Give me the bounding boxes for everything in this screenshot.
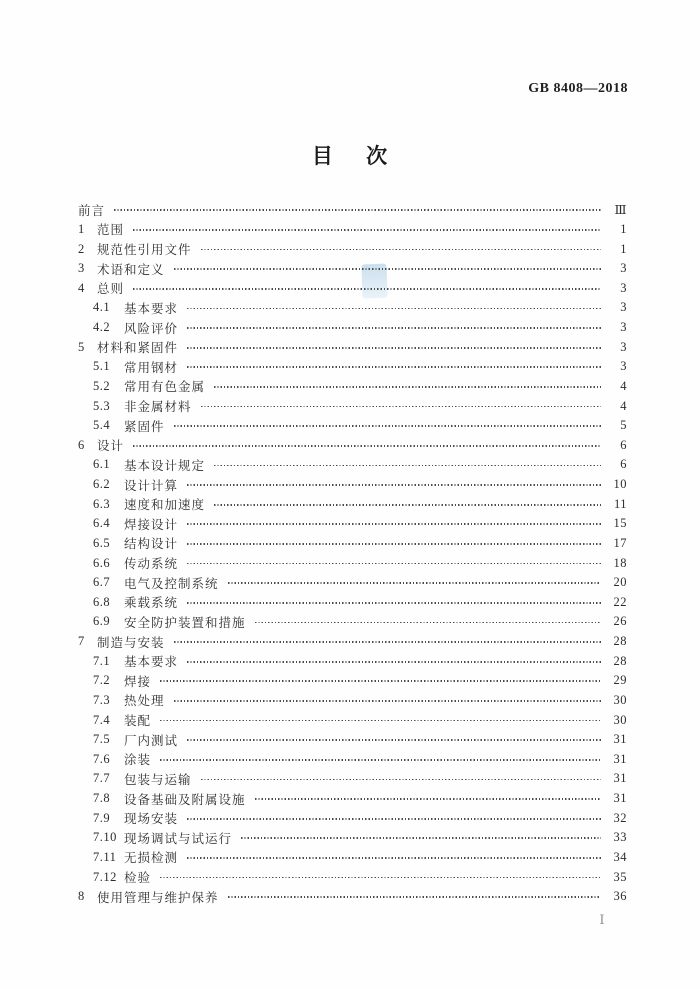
toc-entry-number: 6.7 (93, 575, 111, 590)
toc-entry-label: 装配 (124, 714, 152, 729)
toc-entry-page: 3 (620, 320, 627, 335)
dot-leader (187, 308, 601, 310)
toc-entry-number: 8 (78, 889, 85, 904)
toc-entry-number: 7 (78, 634, 85, 649)
toc-entry-number: 6.4 (93, 516, 111, 531)
toc-entry-label: 制造与安装 (97, 635, 165, 650)
toc-entry-number: 7.2 (93, 673, 111, 688)
toc-entry-label: 速度和加速度 (124, 498, 206, 513)
toc-row (78, 357, 627, 377)
toc-row (78, 710, 627, 730)
toc-entry-page: 30 (613, 692, 627, 707)
toc-entry-label: 检验 (124, 871, 152, 886)
toc-row (78, 593, 627, 613)
toc-entry-label: 设备基础及附属设施 (124, 792, 246, 807)
toc-entry-page: 34 (613, 849, 627, 864)
toc-entry-page: 22 (613, 594, 627, 609)
toc-entry-page: 36 (613, 889, 627, 904)
toc-entry-label: 设计 (97, 439, 125, 454)
toc-entry-label: 基本要求 (124, 655, 179, 670)
toc-entry-page: 10 (613, 477, 627, 492)
toc-row (78, 808, 627, 828)
toc-entry-label: 设计计算 (124, 478, 179, 493)
toc-row (78, 750, 627, 770)
toc-entry-page: 6 (620, 437, 627, 452)
toc-entry-page: 11 (613, 496, 627, 511)
toc-row (78, 534, 627, 554)
toc-entry-label: 厂内测试 (124, 733, 179, 748)
toc-entry-label: 术语和定义 (97, 262, 165, 277)
dot-leader (174, 641, 601, 643)
toc-entry-label: 涂装 (124, 753, 152, 768)
dot-leader (187, 563, 601, 565)
toc-entry-label: 焊接 (124, 674, 152, 689)
dot-leader (174, 425, 601, 427)
toc-entry-page: 31 (613, 791, 627, 806)
toc-row (78, 867, 627, 887)
toc-entry-page: 20 (613, 575, 627, 590)
toc-entry-number: 7.8 (93, 791, 111, 806)
toc-entry-label: 乘载系统 (124, 596, 179, 611)
toc-title: 目 次 (311, 144, 389, 168)
toc-entry-label: 包装与运输 (124, 772, 192, 787)
toc-entry-page: 4 (620, 398, 627, 413)
toc-row (78, 220, 627, 240)
toc-entry-label: 结构设计 (124, 537, 179, 552)
toc-row (78, 200, 627, 220)
toc-row (78, 514, 627, 534)
toc-entry-page: 30 (613, 712, 627, 727)
toc-entry-label: 常用钢材 (124, 360, 179, 375)
toc-entry-number: 4 (78, 280, 85, 295)
toc-row (78, 377, 627, 397)
toc-row (78, 848, 627, 868)
toc-entry-page: 15 (613, 516, 627, 531)
dot-leader (214, 386, 601, 388)
toc-entry-number: 7.4 (93, 712, 111, 727)
toc-entry-label: 基本要求 (124, 301, 179, 316)
toc-entry-number: 6.9 (93, 614, 111, 629)
toc-entry-label: 无损检测 (124, 851, 179, 866)
toc-entry-number: 7.3 (93, 692, 111, 707)
toc-entry-page: 3 (620, 280, 627, 295)
toc-entry-label: 常用有色金属 (124, 380, 206, 395)
dot-leader (255, 798, 601, 800)
toc-entry-page: 3 (620, 359, 627, 374)
toc-entry-number: 7.12 (93, 869, 117, 884)
standard-code-header: GB 8408—2018 (528, 81, 628, 96)
toc-row (78, 475, 627, 495)
toc-entry-page: 33 (613, 830, 627, 845)
toc-row (78, 416, 627, 436)
toc-row (78, 632, 627, 652)
toc-entry-number: 6.1 (93, 457, 111, 472)
toc-entry-number: 6.6 (93, 555, 111, 570)
toc-entry-page: 3 (620, 339, 627, 354)
toc-entry-label: 非金属材料 (124, 400, 192, 415)
toc-entry-label: 基本设计规定 (124, 458, 206, 473)
toc-row (78, 612, 627, 632)
dot-leader (187, 602, 601, 604)
toc-entry-number: 5.3 (93, 398, 111, 413)
dot-leader (133, 229, 601, 231)
toc-entry-number: 7.11 (93, 849, 117, 864)
dot-leader (187, 739, 601, 741)
toc-entry-page: 29 (613, 673, 627, 688)
toc-row (78, 769, 627, 789)
toc-entry-page: 26 (613, 614, 627, 629)
toc-entry-page: Ⅲ (614, 202, 627, 217)
toc-entry-label: 总则 (97, 282, 125, 297)
toc-entry-page: 31 (613, 751, 627, 766)
dot-leader (187, 327, 601, 329)
dot-leader (160, 720, 601, 722)
toc-entry-label: 使用管理与维护保养 (97, 890, 219, 905)
dot-leader (214, 504, 601, 506)
dot-leader (187, 484, 601, 486)
dot-leader (201, 779, 601, 781)
toc-row (78, 789, 627, 809)
dot-leader (187, 366, 601, 368)
toc-row (78, 239, 627, 259)
dot-leader (133, 288, 601, 290)
toc-entry-label: 规范性引用文件 (97, 243, 192, 258)
toc-entry-page: 35 (613, 869, 627, 884)
dot-leader (241, 837, 601, 839)
toc-row (78, 730, 627, 750)
footer-page-number: Ⅰ (599, 912, 605, 927)
dot-leader (187, 661, 601, 663)
toc-entry-page: 1 (620, 221, 627, 236)
dot-leader (201, 249, 601, 251)
toc-entry-number: 7.7 (93, 771, 111, 786)
toc-entry-page: 31 (613, 771, 627, 786)
toc-row (78, 691, 627, 711)
toc-entry-number: 5.4 (93, 418, 111, 433)
toc-entry-page: 4 (620, 378, 627, 393)
toc-entry-page: 32 (613, 810, 627, 825)
toc-entry-label: 电气及控制系统 (124, 576, 219, 591)
dot-leader (187, 523, 601, 525)
toc-entry-label: 现场安装 (124, 812, 179, 827)
toc-row (78, 828, 627, 848)
toc-entry-number: 6 (78, 437, 85, 452)
toc-row (78, 887, 627, 907)
toc-entry-number: 6.8 (93, 594, 111, 609)
toc-entry-label: 范围 (97, 223, 125, 238)
toc-row (78, 553, 627, 573)
toc-entry-number: 7.9 (93, 810, 111, 825)
toc-row (78, 573, 627, 593)
toc-list (78, 200, 627, 907)
toc-entry-number: 6.3 (93, 496, 111, 511)
toc-entry-number: 1 (78, 221, 85, 236)
toc-row (78, 651, 627, 671)
toc-entry-page: 5 (620, 418, 627, 433)
dot-leader (228, 582, 601, 584)
dot-leader (201, 406, 601, 408)
toc-row (78, 298, 627, 318)
toc-entry-number: 5.1 (93, 359, 111, 374)
dot-leader (187, 347, 601, 349)
dot-leader (114, 209, 601, 211)
toc-row (78, 318, 627, 338)
toc-entry-label: 现场调试与试运行 (124, 831, 233, 846)
toc-entry-label: 热处理 (124, 694, 165, 709)
dot-leader (228, 896, 601, 898)
toc-row (78, 396, 627, 416)
toc-entry-page: 17 (613, 535, 627, 550)
toc-entry-label: 传动系统 (124, 557, 179, 572)
toc-entry-number: 7.10 (93, 830, 117, 845)
toc-row (78, 671, 627, 691)
toc-entry-page: 3 (620, 300, 627, 315)
dot-leader (160, 680, 601, 682)
toc-entry-label: 焊接设计 (124, 517, 179, 532)
toc-row (78, 279, 627, 299)
toc-entry-page: 28 (613, 653, 627, 668)
toc-row (78, 494, 627, 514)
toc-entry-label: 风险评价 (124, 321, 179, 336)
toc-entry-number: 7.1 (93, 653, 111, 668)
toc-entry-page: 6 (620, 457, 627, 472)
toc-entry-label: 安全防护装置和措施 (124, 615, 246, 630)
toc-entry-label: 紧固件 (124, 419, 165, 434)
toc-entry-number: 2 (78, 241, 85, 256)
toc-entry-page: 31 (613, 732, 627, 747)
dot-leader (187, 818, 601, 820)
toc-entry-page: 1 (620, 241, 627, 256)
toc-row (78, 436, 627, 456)
toc-entry-label: 材料和紧固件 (97, 341, 179, 356)
toc-entry-number: 3 (78, 261, 85, 276)
toc-entry-page: 28 (613, 634, 627, 649)
toc-entry-number: 5.2 (93, 378, 111, 393)
toc-entry-number: 4.1 (93, 300, 111, 315)
dot-leader (187, 543, 601, 545)
toc-row (78, 337, 627, 357)
toc-entry-number: 4.2 (93, 320, 111, 335)
toc-row (78, 259, 627, 279)
dot-leader (255, 622, 601, 624)
toc-entry-number: 6.5 (93, 535, 111, 550)
dot-leader (174, 700, 601, 702)
toc-entry-number: 5 (78, 339, 85, 354)
toc-entry-page: 3 (620, 261, 627, 276)
dot-leader (174, 268, 601, 270)
toc-row (78, 455, 627, 475)
dot-leader (160, 759, 601, 761)
dot-leader (133, 445, 601, 447)
toc-entry-page: 18 (613, 555, 627, 570)
toc-entry-label: 前言 (78, 203, 106, 218)
toc-entry-number: 7.6 (93, 751, 111, 766)
dot-leader (160, 877, 601, 879)
dot-leader (214, 465, 601, 467)
dot-leader (187, 857, 601, 859)
toc-entry-number: 6.2 (93, 477, 111, 492)
toc-entry-number: 7.5 (93, 732, 111, 747)
